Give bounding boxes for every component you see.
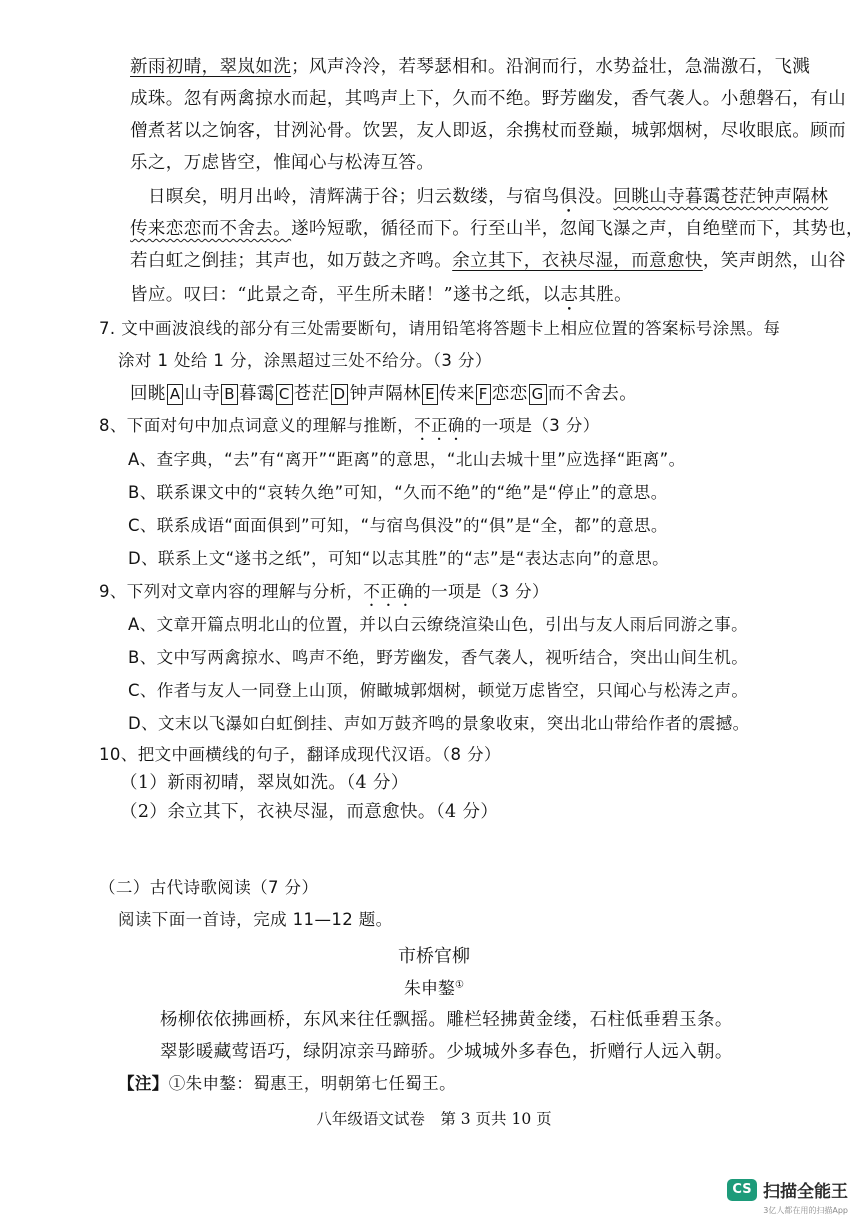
passage-text: ；风声泠泠，若琴瑟相和。沿涧而行，水势益壮，急湍激石，飞溅 bbox=[291, 57, 811, 77]
underlined-sentence: 余立其下，衣袂尽湿，而意愈快 bbox=[452, 251, 703, 271]
stem-text: 9、下列对文章内容的理解与分析， bbox=[99, 582, 364, 601]
question-8-stem bbox=[99, 414, 600, 444]
answer-box-f[interactable]: F bbox=[476, 384, 491, 405]
segment-text: 而不舍去。 bbox=[547, 384, 638, 404]
answer-box-c[interactable]: C bbox=[276, 384, 293, 405]
passage-text: 日暝矣，明月出岭，清辉满于谷；归云数缕，与宿鸟 bbox=[148, 187, 560, 207]
question-9-stem bbox=[99, 580, 549, 610]
section-heading: （二）古代诗歌阅读（7 分） bbox=[99, 878, 319, 897]
answer-box-a[interactable]: A bbox=[167, 384, 184, 405]
camscanner-logo-icon: CS bbox=[727, 1179, 757, 1201]
passage-text: 没。 bbox=[577, 187, 614, 207]
passage-text: 遂吟短歌，循径而下。行至山半，忽闻飞瀑之声，自绝壁而下，其势也， bbox=[291, 219, 864, 239]
question-9-option-d[interactable]: D、文末以飞瀑如白虹倒挂、声如万鼓齐鸣的景象收束，突出北山带给作者的震撼。 bbox=[128, 714, 750, 733]
question-7-stem: 7. 文中画波浪线的部分有三处需要断句，请用铅笔将答题卡上相应位置的答案标号涂黑。每 bbox=[99, 319, 781, 338]
stem-text: 的一项是（3 分） bbox=[464, 416, 600, 435]
underlined-sentence: 新雨初晴，翠岚如洗 bbox=[130, 57, 292, 77]
question-8-option-b[interactable]: B、联系课文中的“哀转久绝”可知，“久而不绝”的“绝”是“停止”的意思。 bbox=[128, 483, 668, 502]
wavy-underlined-text: 回眺山寺暮霭苍茫钟声隔林 bbox=[613, 187, 829, 207]
question-9-option-b[interactable]: B、文中写两禽掠水、鸣声不绝，野芳幽发，香气袭人，视听结合，突出山间生机。 bbox=[128, 648, 749, 667]
author-name: 朱申鏊 bbox=[404, 979, 456, 999]
segment-text: 回眺 bbox=[130, 384, 166, 404]
question-10-item-2: （2）余立其下，衣袂尽湿，而意愈快。（4 分） bbox=[120, 802, 499, 822]
question-7-options bbox=[130, 382, 637, 406]
question-8-option-d[interactable]: D、联系上文“遂书之纸”，可知“以志其胜”的“志”是“表达志向”的意思。 bbox=[128, 549, 669, 568]
passage-text: 若白虹之倒挂；其声也，如万鼓之齐鸣。 bbox=[130, 251, 453, 271]
dotted-word: 志 bbox=[560, 285, 579, 305]
passage-line bbox=[130, 283, 632, 315]
section-intro: 阅读下面一首诗，完成 11—12 题。 bbox=[118, 910, 393, 929]
segment-text: 山寺 bbox=[184, 384, 221, 404]
segment-text: 苍茫 bbox=[293, 384, 330, 404]
scanner-watermark bbox=[727, 1177, 848, 1202]
poem-author bbox=[0, 974, 868, 999]
note-mark: ① bbox=[455, 979, 464, 991]
dotted-word: 不正确 bbox=[414, 416, 465, 435]
segment-text: 暮霭 bbox=[239, 384, 275, 404]
question-9-option-c[interactable]: C、作者与友人一同登上山顶，俯瞰城郭烟树，顿觉万虑皆空，只闻心与松涛之声。 bbox=[128, 681, 749, 700]
note-text: ①朱申鏊：蜀惠王，明朝第七任蜀王。 bbox=[168, 1074, 457, 1093]
stem-text: 的一项是（3 分） bbox=[414, 582, 549, 601]
poem-line: 杨柳依依拂画桥，东风来往任飘摇。雕栏轻拂黄金缕，石柱低垂碧玉条。 bbox=[160, 1010, 733, 1030]
passage-text: ，笑声朗然，山谷 bbox=[702, 251, 847, 271]
segment-text: 传来 bbox=[438, 384, 475, 404]
question-8-option-c[interactable]: C、联系成语“面面俱到”可知，“与宿鸟俱没”的“俱”是“全，都”的意思。 bbox=[128, 516, 668, 535]
watermark-subtitle: 3亿人都在用的扫描App bbox=[763, 1206, 848, 1215]
passage-line bbox=[130, 55, 810, 79]
passage-line bbox=[130, 217, 864, 241]
answer-box-d[interactable]: D bbox=[331, 384, 349, 405]
answer-box-b[interactable]: B bbox=[221, 384, 238, 405]
answer-box-g[interactable]: G bbox=[529, 384, 547, 405]
stem-text: 8、下面对句中加点词意义的理解与推断， bbox=[99, 416, 415, 435]
wavy-underlined-text: 传来恋恋而不舍去。 bbox=[130, 219, 292, 239]
question-10-item-1: （1）新雨初晴，翠岚如洗。（4 分） bbox=[120, 773, 409, 793]
segment-text: 钟声隔林 bbox=[349, 384, 422, 404]
question-7-stem: 涂对 1 处给 1 分，涂黑超过三处不给分。（3 分） bbox=[118, 351, 492, 370]
question-9-option-a[interactable]: A、文章开篇点明北山的位置，并以白云缭绕渲染山色，引出与友人雨后同游之事。 bbox=[128, 615, 749, 634]
poem-note bbox=[118, 1072, 456, 1096]
page-footer: 八年级语文试卷 第 3 页共 10 页 bbox=[316, 1110, 552, 1128]
dotted-word: 俱 bbox=[559, 187, 578, 207]
passage-text: 皆应。叹曰：“此景之奇，平生所未睹！”遂书之纸，以 bbox=[130, 285, 561, 305]
passage-line bbox=[130, 249, 846, 273]
poem-line: 翠影暖藏莺语巧，绿阴凉亲马蹄骄。少城城外多春色，折赠行人远入朝。 bbox=[160, 1042, 733, 1062]
dotted-word: 不正确 bbox=[363, 582, 415, 601]
passage-line bbox=[148, 185, 828, 217]
passage-text: 其胜。 bbox=[578, 285, 633, 305]
passage-line: 成珠。忽有两禽掠水而起，其鸣声上下，久而不绝。野芳幽发，香气袭人。小憩磐石，有山 bbox=[130, 89, 846, 109]
segment-text: 恋恋 bbox=[491, 384, 528, 404]
question-10-stem: 10、把文中画横线的句子，翻译成现代汉语。（8 分） bbox=[99, 745, 501, 764]
question-8-option-a[interactable]: A、查字典，“去”有“离开”“距离”的意思，“北山去城十里”应选择“距离”。 bbox=[128, 450, 686, 469]
answer-box-e[interactable]: E bbox=[422, 384, 438, 405]
note-label: 【注】 bbox=[118, 1074, 169, 1093]
poem-title: 市桥官柳 bbox=[398, 946, 470, 967]
watermark-name: 扫描全能王 bbox=[763, 1182, 848, 1202]
passage-line: 僧煮茗以之饷客，甘洌沁骨。饮罢，友人即返，余携杖而登巅，城郭烟树，尽收眼底。顾而 bbox=[130, 121, 846, 141]
passage-line: 乐之，万虑皆空，惟闻心与松涛互答。 bbox=[130, 153, 435, 173]
